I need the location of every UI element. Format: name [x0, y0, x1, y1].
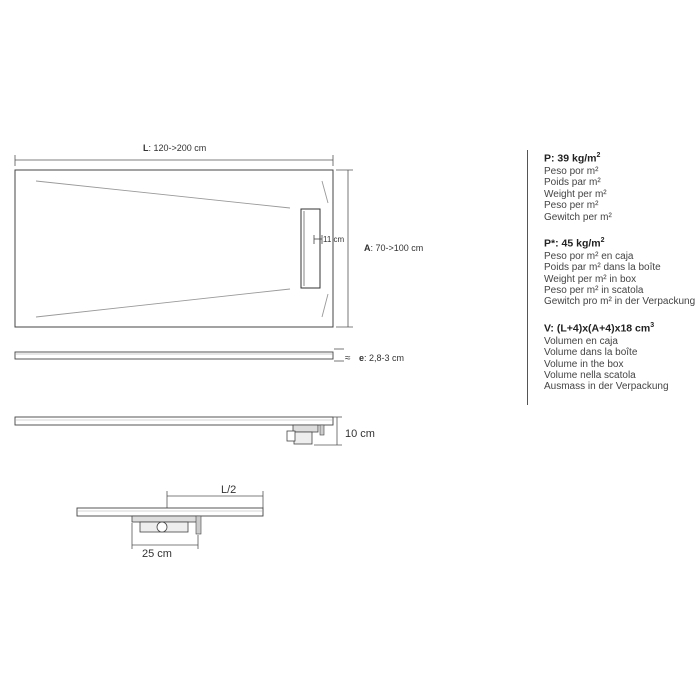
tray-elevation: [15, 417, 333, 425]
spec-title: P*: 45 $kg/m^2$: [544, 236, 605, 250]
tray-profile: [15, 352, 333, 359]
drain-width-label: 11 cm: [323, 235, 345, 244]
top-view: [15, 143, 423, 327]
spec-line: Peso per m²: [544, 200, 599, 212]
spec-line: Volume nella scatola: [544, 370, 636, 381]
spec-weight-in-box: [544, 235, 700, 308]
spec-line: Poids par m² dans la boîte: [544, 262, 661, 274]
spec-title: V: (L+4)x(A+4)x18 $cm^3$: [544, 321, 655, 335]
spec-line: Peso per m² in scatola: [544, 285, 644, 297]
spec-line: Peso por m² en caja: [544, 250, 634, 262]
detail-view: [77, 484, 263, 560]
spec-line: Gewitch pro m² in der Verpackung: [544, 296, 696, 308]
spec-line: Weight per m² in box: [544, 273, 637, 285]
tray-detail: [77, 508, 263, 516]
tray-outline: [15, 170, 333, 327]
drain-distance-label: 25 cm: [142, 548, 172, 560]
drain-body: [293, 425, 318, 432]
specs-panel: [527, 150, 700, 405]
spec-line: Volumen en caja: [544, 335, 618, 347]
spec-line: Gewitch per m²: [544, 211, 612, 223]
width-label: A: 70->100 cm: [364, 243, 424, 253]
spec-line: Ausmass in der Verpackung: [544, 381, 669, 393]
drain-assembly: [132, 516, 198, 522]
spec-line: Volume dans la boîte: [544, 347, 638, 359]
elevation-view: [15, 417, 375, 445]
spec-line: Poids par m²: [544, 177, 601, 189]
side-view: [15, 349, 404, 364]
thickness-label: e: 2,8-3 cm: [359, 353, 405, 363]
svg-text:≈: ≈: [345, 353, 351, 364]
spec-line: Volume in the box: [544, 358, 624, 370]
half-length-label: L/2: [221, 484, 237, 496]
spec-line: Peso por m²: [544, 165, 599, 177]
spec-line: Weight per m²: [544, 188, 607, 200]
spec-weight: [544, 150, 700, 223]
drain-height-label: 10 cm: [345, 428, 375, 440]
spec-volume: [544, 320, 700, 393]
length-label: L: 120->200 cm: [143, 143, 207, 153]
spec-title: P: 39 $kg/m^2$: [544, 152, 601, 165]
